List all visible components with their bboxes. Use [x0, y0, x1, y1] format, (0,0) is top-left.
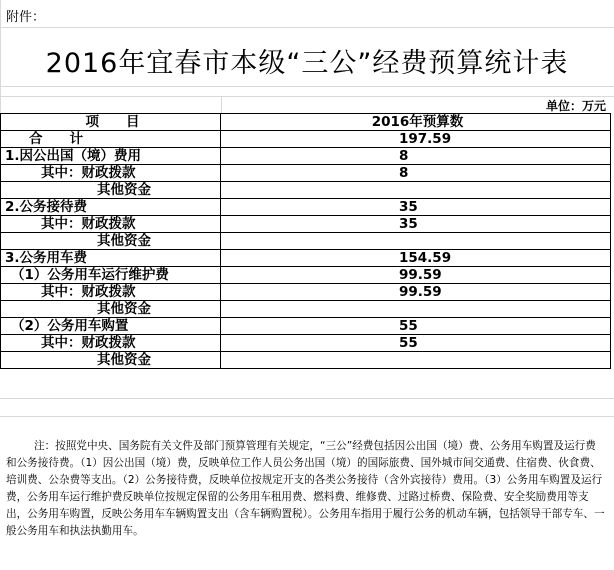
table-row — [1, 335, 611, 352]
row-budget-value: 35 — [221, 199, 611, 216]
row-budget-value: 55 — [221, 318, 611, 335]
attachment-label: 附件： — [6, 10, 46, 25]
table-row — [1, 284, 611, 301]
row-budget-value — [221, 233, 611, 250]
row-budget-value: 99.59 — [221, 267, 611, 284]
row-item-label: 2.公务接待费 — [1, 199, 221, 216]
table-header-row — [1, 114, 611, 131]
table-row — [1, 182, 611, 199]
table-row — [1, 199, 611, 216]
row-item-label: 其中：财政拨款 — [1, 165, 221, 182]
row-item-label: 其他资金 — [1, 182, 221, 199]
row-item-label: 3.公务用车费 — [1, 250, 221, 267]
budget-table-body — [1, 114, 611, 369]
row-budget-value: 55 — [221, 335, 611, 352]
budget-table — [0, 113, 611, 369]
row-budget-value — [221, 301, 611, 318]
table-row — [1, 352, 611, 369]
row-budget-value — [221, 352, 611, 369]
row-budget-value: 197.59 — [221, 131, 611, 148]
table-row — [1, 233, 611, 250]
row-item-label: 合 计 — [1, 131, 221, 148]
footnote: 注：按照党中央、国务院有关文件及部门预算管理有关规定，“三公”经费包括因公出国（境）费、公务用车购置及运行费和公务接待费。（1）因公出国（境）费，反映单位工作人员公务出国（境）的国际旅费、国外城市间交通费、住宿费、伙食费、培训费、公杂费等支出。（2）公务接待费，反映单位按规定开支的各类公务接待（含外宾接待）费用。（3）公务用车购置及运行费，公务用车运行维护费反映单位按规定保留的公务用车租用费、燃料费、维修费、过路过桥费、保险费、安全奖励费用等支出，公务用车购置，反映公务用车车辆购置支出（含车辆购置税）。公务用车指用于履行公务的机动车辆，包括领导干部专车、一般公务用车和执法执勤用车。 — [6, 440, 605, 537]
page-title: 2016年宜春市本级“三公”经费预算统计表 — [45, 48, 569, 79]
row-item-label: 其中：财政拨款 — [1, 335, 221, 352]
table-row — [1, 250, 611, 267]
row-budget-value — [221, 182, 611, 199]
table-row — [1, 301, 611, 318]
row-budget-value: 99.59 — [221, 284, 611, 301]
table-row — [1, 318, 611, 335]
row-item-label: 其他资金 — [1, 352, 221, 369]
row-budget-value: 8 — [221, 148, 611, 165]
row-budget-value: 35 — [221, 216, 611, 233]
row-budget-value: 8 — [221, 165, 611, 182]
unit-label: 单位：万元 — [545, 99, 606, 113]
header-item: 项 目 — [1, 114, 221, 131]
table-row — [1, 131, 611, 148]
row-item-label: 其他资金 — [1, 301, 221, 318]
table-row — [1, 165, 611, 182]
header-budget: 2016年预算数 — [221, 114, 611, 131]
table-row — [1, 267, 611, 284]
row-item-label: 其中：财政拨款 — [1, 284, 221, 301]
row-item-label: （2）公务用车购置 — [1, 318, 221, 335]
row-item-label: 1.因公出国（境）费用 — [1, 148, 221, 165]
row-item-label: 其中：财政拨款 — [1, 216, 221, 233]
row-item-label: （1）公务用车运行维护费 — [1, 267, 221, 284]
table-row — [1, 148, 611, 165]
table-row — [1, 216, 611, 233]
row-budget-value: 154.59 — [221, 250, 611, 267]
row-item-label: 其他资金 — [1, 233, 221, 250]
